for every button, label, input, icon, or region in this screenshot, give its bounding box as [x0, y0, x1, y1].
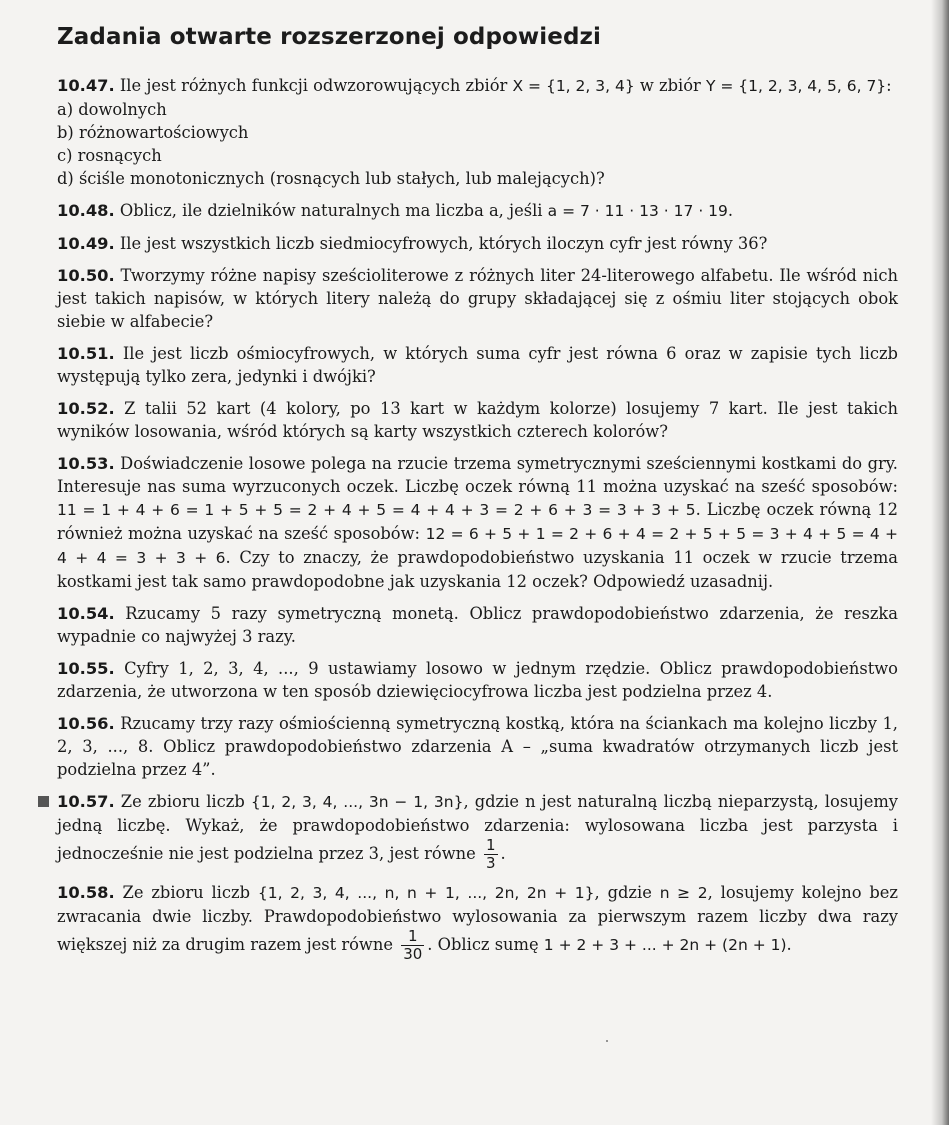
- task-text: Tworzymy różne napisy sześcioliterowe z różnych liter 24-literowego alfabetu. Ile wśród nich jest takich napisów, w których litery należą do grupy składającej się z ośmiu liter stojących obok siebie w alfabecie?: [57, 266, 898, 331]
- task-number: 10.52.: [57, 399, 115, 418]
- punct: .: [786, 935, 792, 954]
- task-number: 10.48.: [57, 201, 115, 220]
- scan-edge-shadow: [931, 0, 949, 1125]
- fraction-denominator: 3: [485, 854, 496, 872]
- set-x: X = {1, 2, 3, 4}: [512, 77, 635, 95]
- task-number: 10.50.: [57, 266, 115, 285]
- speck: [606, 1040, 608, 1042]
- task-text: Z talii 52 kart (4 kolory, po 13 kart w każdym kolorze) losujemy 7 kart. Ile jest takich wyników losowania, wśród których są karty wszystkich czterech kolorów?: [57, 399, 898, 441]
- set-y: Y = {1, 2, 3, 4, 5, 6, 7}: [705, 77, 887, 95]
- formula-11: 11 = 1 + 4 + 6 = 1 + 5 + 5 = 2 + 4 + 5 = 4 + 4 + 3 = 2 + 6 + 3 = 3 + 3 + 5: [57, 501, 696, 519]
- task-text: Cyfry 1, 2, 3, 4, ..., 9 ustawiamy losowo w jednym rzędzie. Oblicz prawdopodobieństwo zdarzenia, że utworzona w ten sposób dziewięciocyfrowa liczba jest podzielna przez 4.: [57, 659, 898, 701]
- punct: .: [727, 201, 734, 220]
- task-number: 10.49.: [57, 234, 115, 253]
- task-text: Doświadczenie losowe polega na rzucie trzema symetrycznymi sześciennymi kostkami do gry. Interesuje nas suma wyrzuconych oczek. Liczbę oczek równą 11 można uzyskać na sześć sposobów:: [57, 454, 898, 496]
- task-10-56: [57, 712, 898, 781]
- task-10-52: [57, 397, 898, 443]
- task-number: 10.47.: [57, 76, 115, 95]
- subitem-d: d) ściśle monotonicznych (rosnących lub stałych, lub malejących)?: [57, 169, 605, 188]
- task-text: . Oblicz sumę: [427, 935, 539, 954]
- task-text: Ile jest różnych funkcji odwzorowujących zbiór: [119, 76, 508, 95]
- task-text-mid: w zbiór: [639, 76, 701, 95]
- fraction: [484, 837, 498, 872]
- subitem-b: b) różnowartościowych: [57, 123, 249, 142]
- task-text: , gdzie n jest naturalną liczbą nieparzystą, losujemy jedną liczbę. Wykaż, że prawdopodobieństwo zdarzenia: wylosowana liczba jest parzysta i jednocześnie nie jest podzielna przez 3, jest równe: [57, 792, 898, 863]
- task-text: Ile jest wszystkich liczb siedmiocyfrowych, których iloczyn cyfr jest równy 36?: [119, 234, 768, 253]
- task-text: Oblicz, ile dzielników naturalnych ma liczba a, jeśli: [119, 201, 543, 220]
- task-number: 10.58.: [57, 883, 115, 902]
- subitem-c: c) rosnących: [57, 146, 162, 165]
- task-10-53: [57, 452, 898, 593]
- task-text: Ze zbioru liczb: [120, 792, 245, 811]
- punct: :: [886, 76, 892, 95]
- task-text: , losujemy kolejno bez zwracania dwie liczby. Prawdopodobieństwo wylosowania za pierwszym razem liczby dwa razy większej niż za drugim razem jest równe: [57, 883, 898, 954]
- punct: .: [500, 844, 506, 863]
- task-10-47: [57, 74, 898, 190]
- subitem-list: [57, 98, 898, 190]
- fraction: [401, 928, 424, 963]
- fraction-denominator: 30: [403, 945, 423, 963]
- task-10-57: [57, 790, 898, 872]
- set: {1, 2, 3, 4, ..., n, n + 1, ..., 2n, 2n + 1}: [257, 884, 595, 902]
- condition: n ≥ 2: [659, 884, 708, 902]
- task-text: . Liczbę oczek równą 12 również można uzyskać na sześć sposobów:: [57, 500, 898, 543]
- task-10-55: [57, 657, 898, 703]
- task-text: . Czy to znaczy, że prawdopodobieństwo uzyskania 11 oczek w rzucie trzema kostkami jest tak samo prawdopodobne jak uzyskania 12 oczek? Odpowiedź uzasadnij.: [57, 548, 898, 591]
- task-text: , gdzie: [594, 883, 652, 902]
- task-number: 10.56.: [57, 714, 115, 733]
- task-text: Ze zbioru liczb: [122, 883, 251, 902]
- task-list: [57, 74, 898, 972]
- task-text: Rzucamy 5 razy symetryczną monetą. Oblicz prawdopodobieństwo zdarzenia, że reszka wypadnie co najwyżej 3 razy.: [57, 604, 898, 646]
- task-10-49: [57, 232, 898, 255]
- sum-formula: 1 + 2 + 3 + ... + 2n + (2n + 1): [543, 936, 787, 954]
- advanced-marker-icon: [38, 796, 49, 807]
- task-10-48: [57, 199, 898, 223]
- task-10-54: [57, 602, 898, 648]
- task-number: 10.53.: [57, 454, 115, 473]
- set: {1, 2, 3, 4, ..., 3n − 1, 3n}: [250, 793, 464, 811]
- task-10-58: [57, 881, 898, 963]
- task-number: 10.57.: [57, 792, 115, 811]
- fraction-numerator: 1: [485, 836, 496, 854]
- task-10-51: [57, 342, 898, 388]
- task-text: Rzucamy trzy razy ośmiościenną symetryczną kostką, która na ściankach ma kolejno liczby 1, 2, 3, ..., 8. Oblicz prawdopodobieństwo zdarzenia A – „suma kwadratów otrzymanych liczb jest podzielna przez 4”.: [57, 714, 898, 779]
- task-10-50: [57, 264, 898, 333]
- task-number: 10.54.: [57, 604, 115, 623]
- subitem-a: a) dowolnych: [57, 100, 167, 119]
- fraction-numerator: 1: [401, 928, 424, 946]
- formula-12: 12 = 6 + 5 + 1 = 2 + 6 + 4 = 2 + 5 + 5 = 3 + 4 + 5 = 4 + 4 + 4 = 3 + 3 + 6: [57, 525, 898, 567]
- task-number: 10.55.: [57, 659, 115, 678]
- task-number: 10.51.: [57, 344, 115, 363]
- formula: a = 7 · 11 · 13 · 17 · 19: [547, 202, 728, 220]
- task-text: Ile jest liczb ośmiocyfrowych, w których suma cyfr jest równa 6 oraz w zapisie tych liczb występują tylko zera, jedynki i dwójki?: [57, 344, 898, 386]
- section-heading: Zadania otwarte rozszerzonej odpowiedzi: [57, 24, 601, 50]
